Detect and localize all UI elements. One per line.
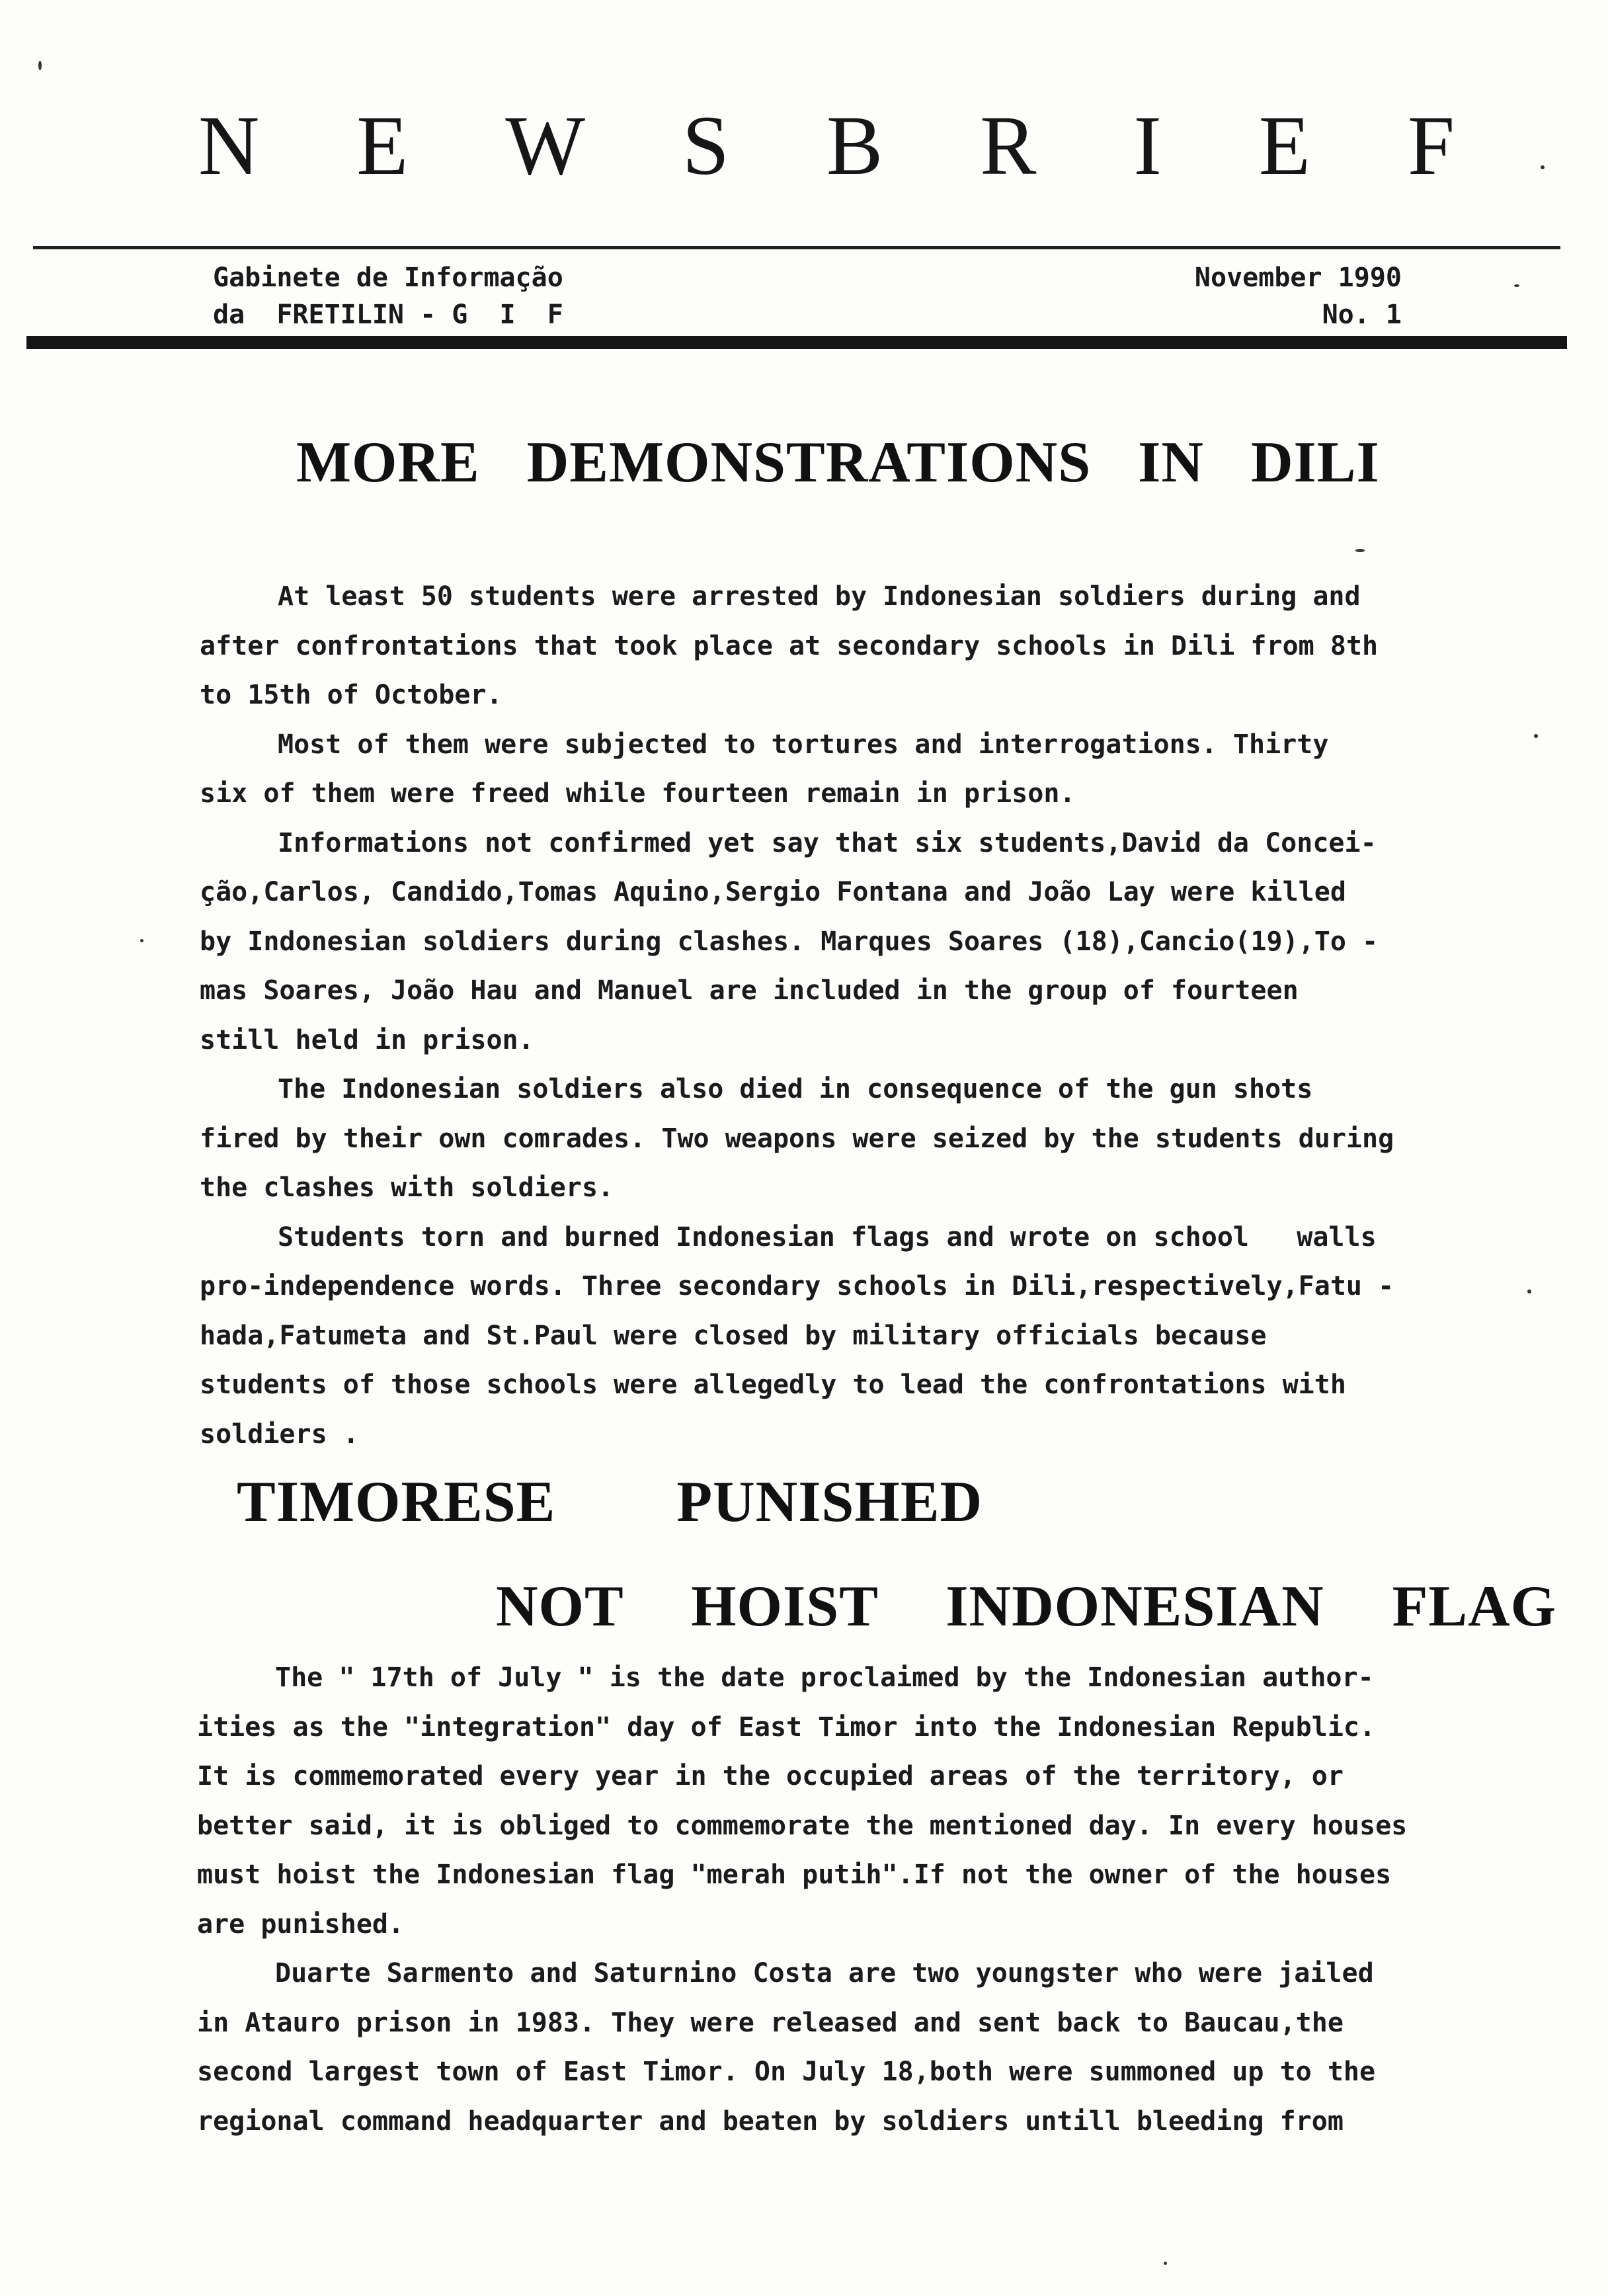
masthead-letter: B: [826, 99, 883, 192]
article-1-body: [200, 572, 1456, 1459]
header-rule: [33, 246, 1560, 249]
article-line: hada,Fatumeta and St.Paul were closed by military officials because: [200, 1320, 1267, 1351]
masthead-letter: E: [356, 99, 409, 192]
article-line: better said, it is obliged to commemorate the mentioned day. In every houses: [197, 1810, 1408, 1841]
article-line: mas Soares, João Hau and Manuel are included in the group of fourteen: [200, 975, 1299, 1006]
article-line: still held in prison.: [200, 1024, 534, 1055]
issue-block: [1195, 259, 1402, 333]
article-line: The " 17th of July " is the date proclaimed by the Indonesian author-: [275, 1662, 1374, 1693]
masthead-letter: R: [980, 99, 1037, 192]
article-line: to 15th of October.: [200, 680, 502, 710]
scan-speck: [1514, 284, 1519, 287]
article-line: the clashes with soldiers.: [200, 1172, 614, 1203]
publisher-block: [213, 259, 563, 333]
article-line: It is commemorated every year in the occupied areas of the territory, or: [197, 1761, 1344, 1791]
masthead-letter: S: [682, 99, 730, 192]
scan-speck: [1355, 549, 1365, 552]
article-line: fired by their own comrades. Two weapons were seized by the students during: [200, 1123, 1394, 1154]
article-line: Most of them were subjected to tortures and interrogations. Thirty: [278, 729, 1329, 760]
article-line: Informations not confirmed yet say that six students,David da Concei-: [278, 827, 1377, 858]
scan-speck: [38, 61, 42, 70]
article-2-subheadline: NOT HOIST INDONESIAN FLAG: [496, 1575, 1557, 1639]
article-1-headline: MORE DEMONSTRATIONS IN DILI: [296, 430, 1380, 495]
scan-speck: [140, 939, 143, 942]
publisher-name: Gabinete de Informação: [213, 263, 563, 293]
article-2-headline: TIMORESE PUNISHED: [237, 1470, 983, 1534]
article-line: The Indonesian soldiers also died in consequence of the gun shots: [278, 1074, 1313, 1104]
article-line: ities as the "integration" day of East Timor into the Indonesian Republic.: [197, 1711, 1376, 1742]
article-line: students of those schools were allegedly to lead the confrontations with: [200, 1370, 1346, 1400]
publisher-org: da FRETILIN - G I F: [213, 300, 563, 330]
article-2-body: [197, 1653, 1473, 2146]
issue-number: No. 1: [1322, 300, 1402, 330]
masthead-letter: I: [1133, 99, 1162, 192]
article-line: Duarte Sarmento and Saturnino Costa are two youngster who were jailed: [275, 1958, 1374, 1988]
article-line: ção,Carlos, Candido,Tomas Aquino,Sergio Fontana and João Lay were killed: [200, 877, 1346, 907]
scan-speck: [1527, 1290, 1531, 1293]
masthead-letter: F: [1407, 99, 1455, 192]
scan-speck: [1541, 165, 1545, 169]
masthead-letter: W: [505, 99, 586, 192]
article-line: soldiers .: [200, 1418, 359, 1450]
masthead-title: [198, 93, 1455, 198]
masthead-bar: [26, 336, 1567, 349]
masthead-letter: E: [1258, 99, 1310, 192]
article-line: are punished.: [197, 1908, 405, 1940]
issue-date: November 1990: [1194, 263, 1402, 293]
article-line: Students torn and burned Indonesian flags and wrote on school walls: [278, 1221, 1377, 1252]
masthead-letter: N: [198, 99, 260, 192]
article-line: At least 50 students were arrested by Indonesian soldiers during and: [278, 581, 1361, 612]
article-line: second largest town of East Timor. On July 18,both were summoned up to the: [197, 2057, 1376, 2087]
article-line: pro-independence words. Three secondary schools in Dili,respectively,Fatu -: [200, 1271, 1394, 1301]
article-line: after confrontations that took place at secondary schools in Dili from 8th: [200, 630, 1379, 661]
article-line: by Indonesian soldiers during clashes. Marques Soares (18),Cancio(19),To -: [200, 926, 1379, 957]
article-line: six of them were freed while fourteen remain in prison.: [200, 778, 1076, 809]
article-line: in Atauro prison in 1983. They were released and sent back to Baucau,the: [197, 2007, 1344, 2038]
article-line: regional command headquarter and beaten by soldiers untill bleeding from: [197, 2106, 1344, 2137]
scan-speck: [1534, 734, 1538, 738]
scan-speck: [1164, 2262, 1167, 2265]
article-line: must hoist the Indonesian flag "merah putih".If not the owner of the houses: [197, 1860, 1392, 1890]
